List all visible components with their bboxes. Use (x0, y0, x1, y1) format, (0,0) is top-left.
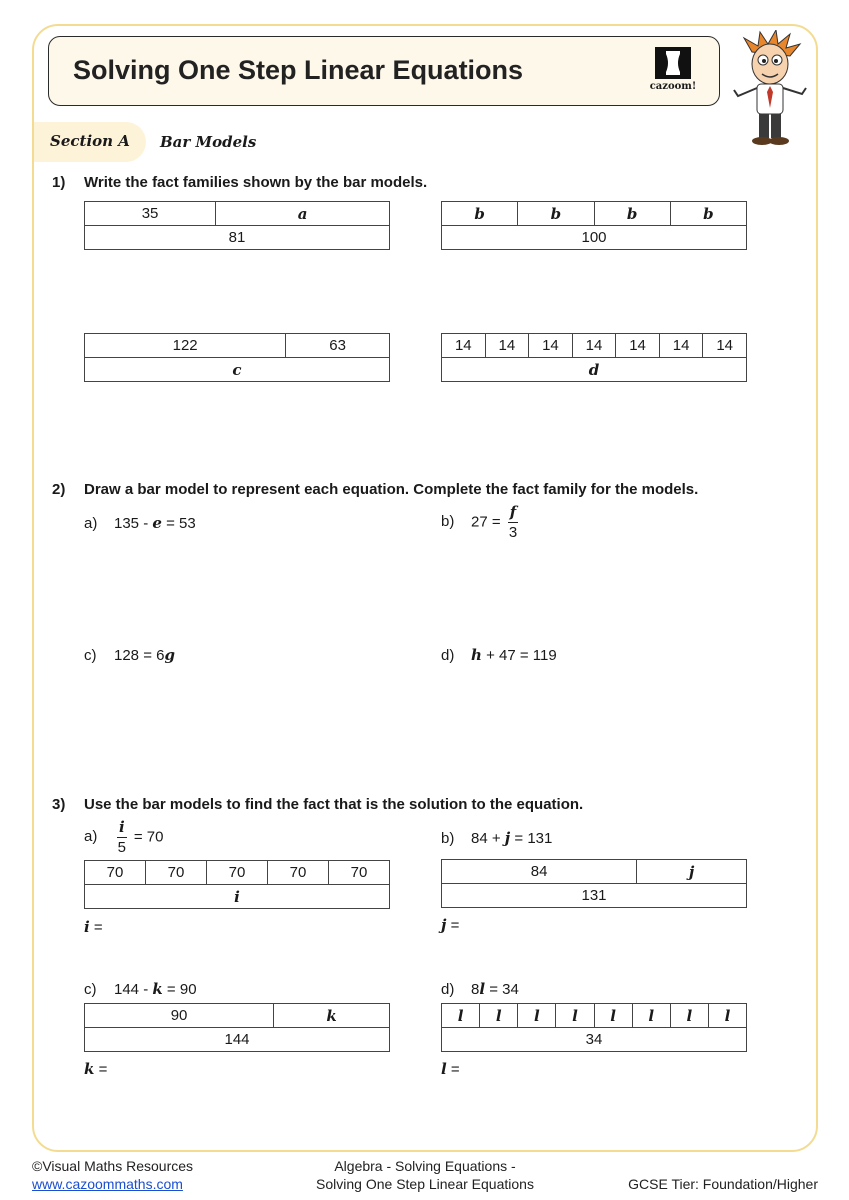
bar-cell: 14 (485, 334, 529, 358)
equation-text: 84 + (471, 830, 505, 847)
bar-model-2 (441, 201, 747, 250)
equation-text: 135 - (114, 515, 153, 532)
bar-cell: l (708, 1004, 746, 1028)
bar-cell: 14 (659, 334, 703, 358)
bar-model-4 (441, 333, 747, 382)
bar-cell: k (274, 1004, 390, 1028)
question-1-number: 1) (52, 174, 66, 191)
equation-variable: k (152, 980, 163, 998)
equation-variable: h (471, 646, 482, 664)
bar-model-3b (441, 859, 747, 908)
equation-variable: g (164, 646, 175, 664)
equation-text: + 47 = 119 (481, 647, 557, 664)
fraction-denominator: 3 (508, 524, 518, 541)
part-label: a) (84, 515, 98, 532)
fraction-denominator: 5 (117, 839, 127, 856)
part-label: b) (441, 513, 455, 531)
answer-3b (441, 916, 459, 934)
answer-variable: i (84, 918, 90, 936)
equation-text: = 34 (485, 981, 519, 998)
cazoom-logo-icon (654, 46, 692, 80)
bar-model-3 (84, 333, 390, 382)
footer-right (628, 1175, 818, 1193)
bar-total: i (85, 885, 390, 909)
bar-total: 144 (85, 1028, 390, 1052)
footer-center (300, 1157, 550, 1193)
bar-cell: 14 (529, 334, 573, 358)
question-1-text: Write the fact families shown by the bar models. (84, 174, 428, 191)
bar-cell: 70 (146, 861, 207, 885)
bar-total: c (85, 358, 390, 382)
answer-3d (441, 1060, 460, 1078)
part-label: c) (84, 981, 97, 998)
bar-cell: b (518, 202, 594, 226)
equation-text: 8 (471, 981, 480, 998)
bar-cell: l (556, 1004, 594, 1028)
question-2c (84, 646, 175, 664)
question-2a (84, 514, 196, 532)
bar-cell: 84 (442, 860, 637, 884)
answer-equals: = (89, 919, 103, 936)
bar-cell: 35 (85, 202, 216, 226)
section-name: Bar Models (160, 133, 257, 151)
topic-line-1: Algebra - Solving Equations - (334, 1158, 516, 1174)
title-banner (48, 36, 720, 106)
question-3b (441, 829, 552, 847)
bar-total: d (442, 358, 747, 382)
bar-cell: 14 (572, 334, 616, 358)
bar-cell: l (518, 1004, 556, 1028)
question-2b (441, 505, 521, 540)
question-3-text: Use the bar models to find the fact that is the solution to the equation. (84, 796, 584, 813)
equation-variable: e (152, 514, 162, 532)
bar-model-1 (84, 201, 390, 250)
bar-cell: 70 (268, 861, 329, 885)
bar-model-3d (441, 1003, 747, 1052)
equation-text: = 53 (161, 515, 196, 532)
equation-text: 128 = 6 (114, 647, 165, 664)
answer-variable: j (441, 916, 447, 934)
bar-model-3a (84, 860, 390, 909)
answer-3c (84, 1060, 107, 1078)
question-2-number: 2) (52, 481, 66, 498)
fraction (117, 820, 127, 855)
equation-text: = 70 (133, 828, 164, 846)
bar-cell: 14 (616, 334, 660, 358)
part-label: a) (84, 828, 98, 846)
part-label: d) (441, 647, 455, 664)
bar-cell: 70 (207, 861, 268, 885)
fraction (508, 505, 518, 540)
bar-cell: l (632, 1004, 670, 1028)
question-2d (441, 646, 557, 664)
answer-variable: l (441, 1060, 447, 1078)
answer-3a (84, 918, 103, 936)
topic-line-2: Solving One Step Linear Equations (316, 1176, 534, 1192)
cartoon-character-icon (730, 30, 810, 148)
bar-cell: 14 (442, 334, 486, 358)
question-3c (84, 980, 197, 998)
equation-text: 27 = (471, 513, 505, 531)
answer-equals: = (446, 1061, 460, 1078)
question-3d (441, 980, 519, 998)
cazoom-logo (640, 46, 706, 96)
bar-total: 81 (85, 226, 390, 250)
bar-cell: 70 (329, 861, 390, 885)
bar-cell: l (442, 1004, 480, 1028)
bar-cell: 122 (85, 334, 286, 358)
logo-text: cazoom! (649, 81, 697, 92)
copyright-text: ©Visual Maths Resources (32, 1158, 194, 1174)
part-label: c) (84, 647, 97, 664)
tier-text: GCSE Tier: Foundation/Higher (628, 1176, 818, 1192)
equation-text: = 90 (162, 981, 197, 998)
answer-equals: = (94, 1061, 108, 1078)
bar-cell: b (442, 202, 518, 226)
bar-cell: l (594, 1004, 632, 1028)
question-3-number: 3) (52, 796, 66, 813)
bar-cell: l (480, 1004, 518, 1028)
bar-total: 131 (442, 884, 747, 908)
bar-total: 34 (442, 1028, 747, 1052)
footer-left (32, 1157, 193, 1193)
equation-text: = 131 (510, 830, 553, 847)
part-label: b) (441, 830, 455, 847)
bar-cell: 90 (85, 1004, 274, 1028)
answer-equals: = (446, 917, 460, 934)
bar-cell: a (216, 202, 390, 226)
bar-cell: 63 (286, 334, 390, 358)
equation-text: 144 - (114, 981, 153, 998)
bar-cell: 14 (703, 334, 747, 358)
bar-cell: l (670, 1004, 708, 1028)
bar-total: 100 (442, 226, 747, 250)
equation-variable: j (504, 829, 511, 847)
fraction-numerator: i (119, 818, 125, 836)
bar-cell: b (670, 202, 746, 226)
page-title: Solving One Step Linear Equations (73, 55, 524, 85)
answer-variable: k (84, 1060, 95, 1078)
website-link[interactable]: www.cazoommaths.com (32, 1176, 183, 1192)
bar-cell: 70 (85, 861, 146, 885)
section-label: Section A (50, 132, 130, 150)
equation-variable: l (479, 980, 486, 998)
question-3a (84, 820, 164, 855)
bar-cell: b (594, 202, 670, 226)
bar-cell: j (637, 860, 747, 884)
question-2-text: Draw a bar model to represent each equation. Complete the fact family for the models. (84, 481, 699, 498)
fraction-numerator: f (509, 503, 517, 521)
bar-model-3c (84, 1003, 390, 1052)
part-label: d) (441, 981, 455, 998)
